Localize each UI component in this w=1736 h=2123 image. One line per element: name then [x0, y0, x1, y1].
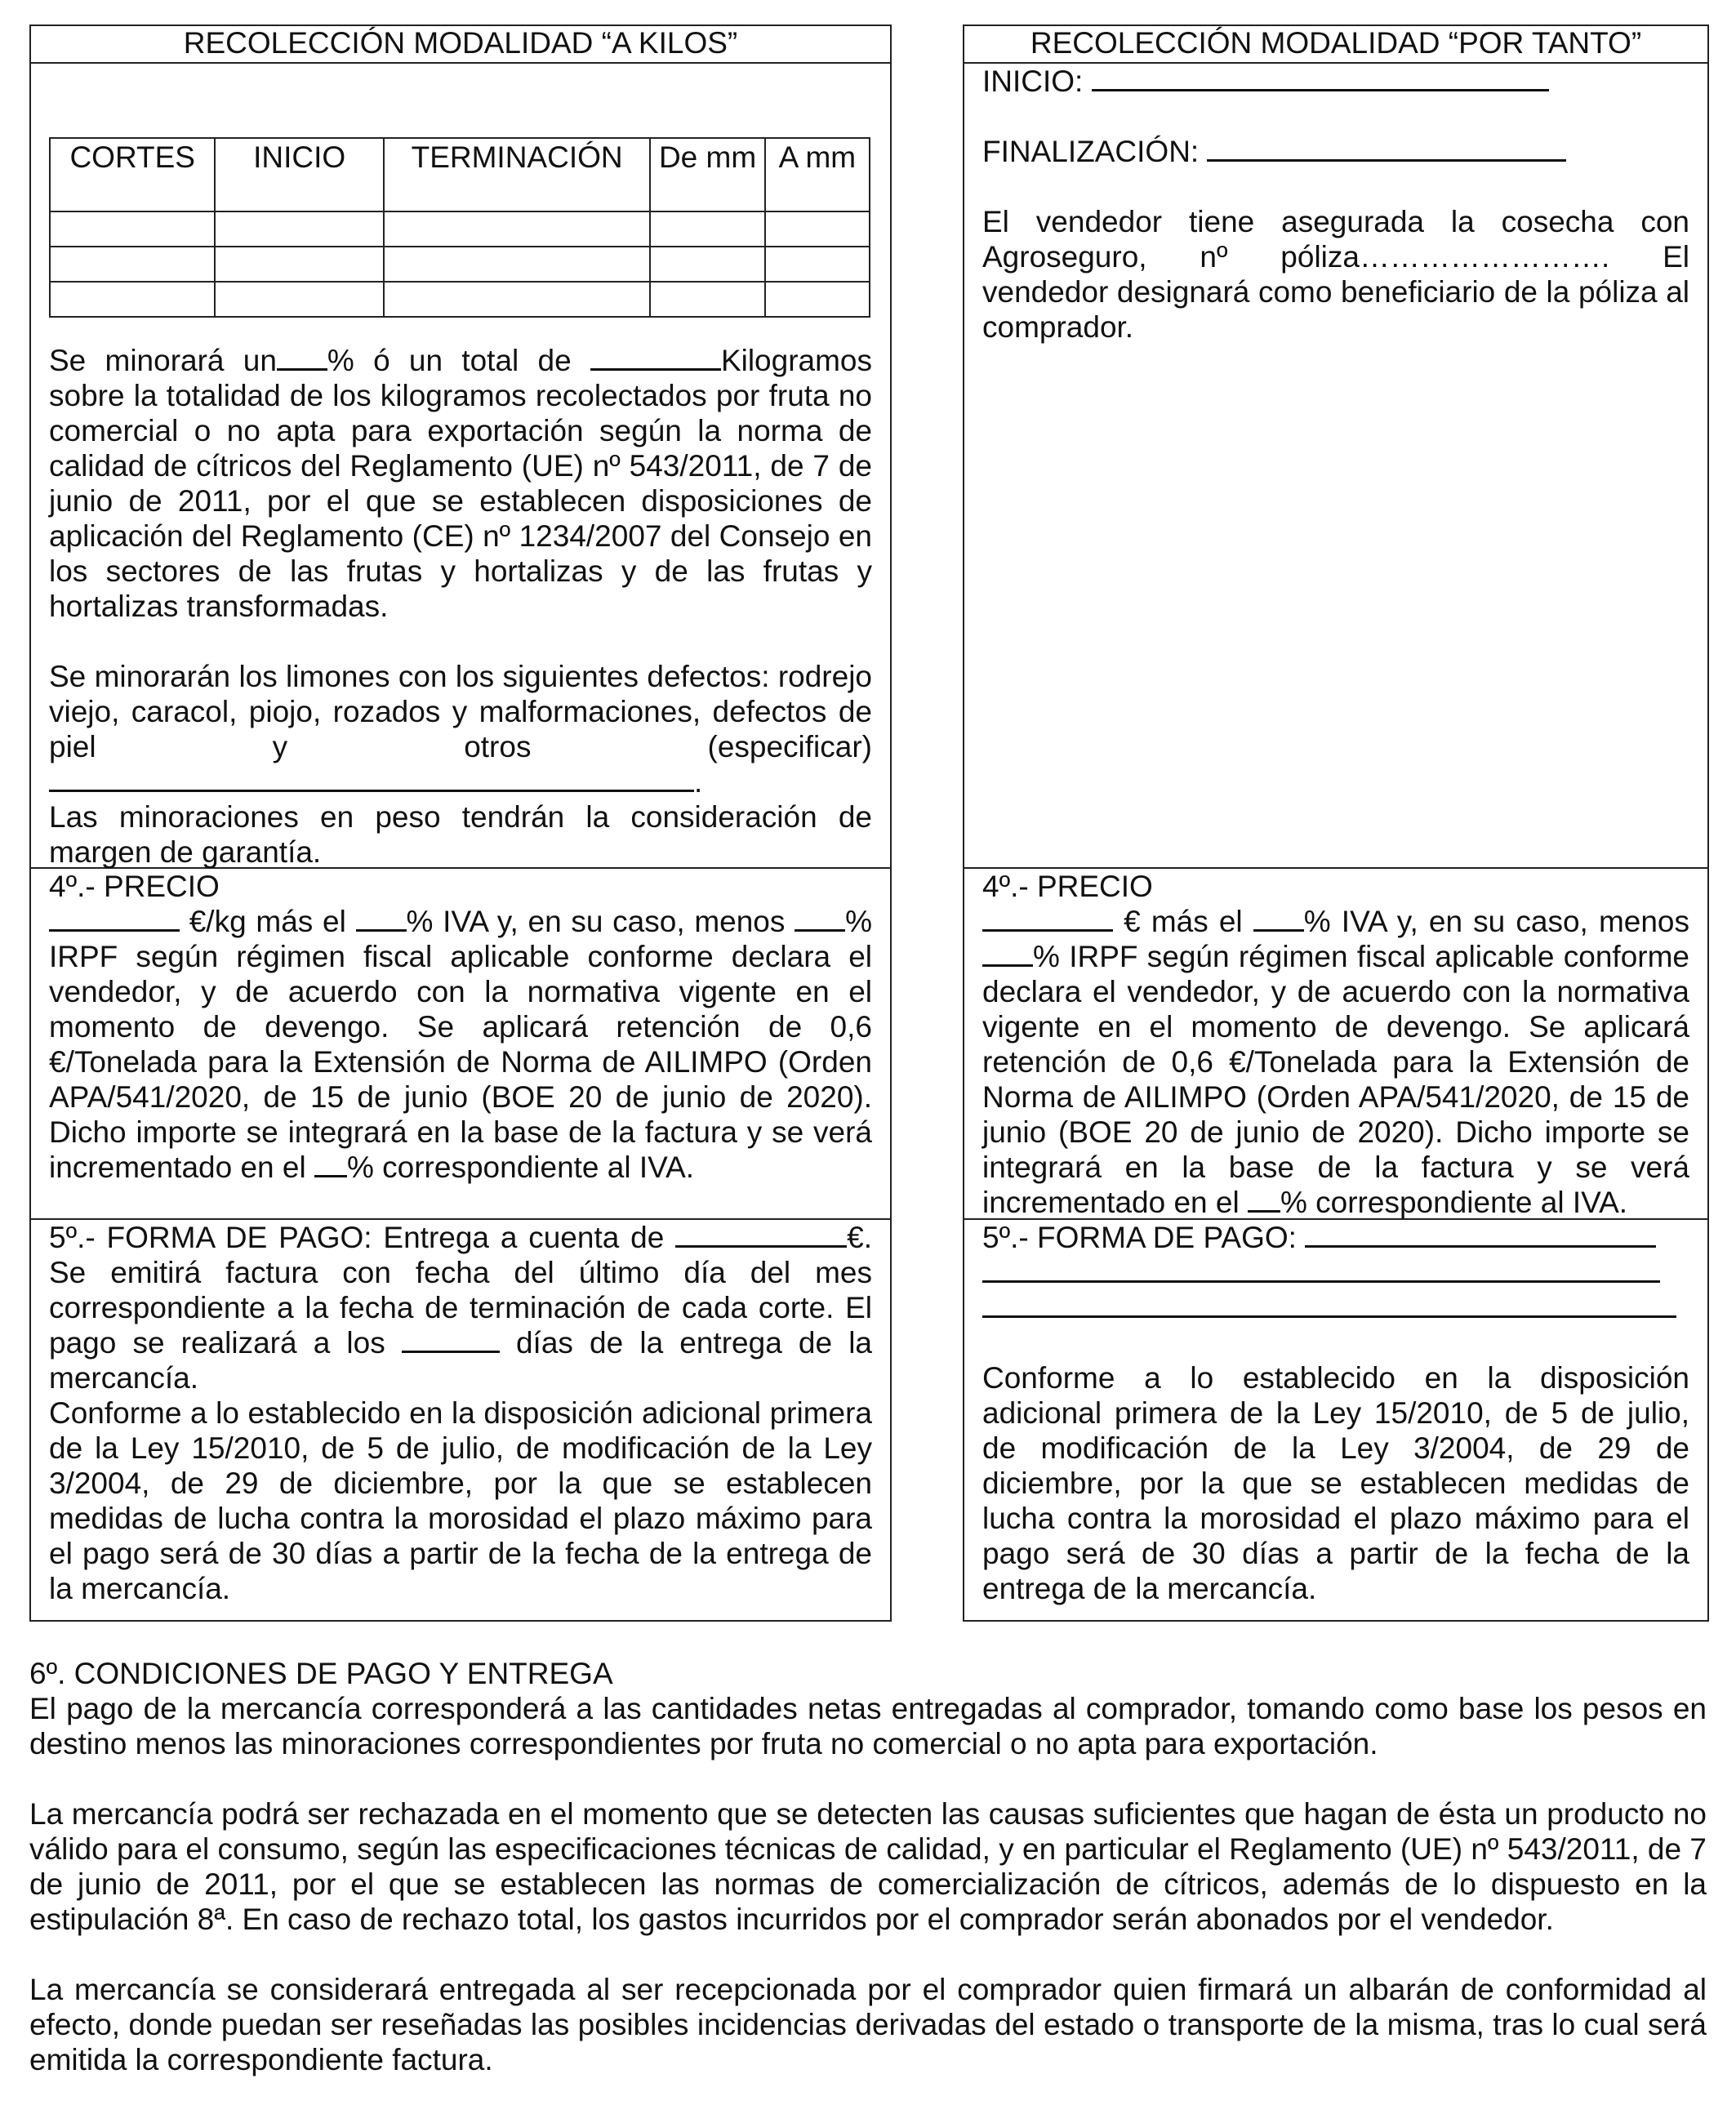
kilos-body-section — [31, 64, 890, 869]
kilos-pago-text-p1b: días de la entrega de la mercancía. — [49, 1326, 872, 1395]
kilos-pago-block — [31, 1220, 890, 1606]
percent-blank[interactable] — [277, 345, 327, 371]
table-cell[interactable] — [215, 211, 383, 247]
kilos-precio-block — [31, 869, 890, 1185]
kilos-column — [29, 24, 892, 1622]
finalizacion-line — [982, 134, 1689, 169]
iva-blank[interactable] — [356, 906, 407, 932]
kilos-pago-paragraph — [49, 1220, 872, 1395]
irpf-blank[interactable] — [795, 906, 845, 932]
inicio-blank[interactable] — [1092, 66, 1549, 91]
kilos-pago-section — [31, 1220, 890, 1620]
kilos-header-section — [31, 26, 890, 64]
tanto-body-block — [964, 64, 1707, 345]
table-cell[interactable] — [650, 211, 764, 247]
table-cell[interactable] — [384, 211, 651, 247]
kilos-pago-morosidad: Conforme a lo establecido en la disposición adicional primera de la Ley 15/2010, de 5 de julio, de modificación de la Ley 3/2004, de 29 de diciembre, por la que se establecen medidas de lucha contra la morosidad el plazo máximo para el pago será de 30 días a partir de la fecha de la entrega de la mercancía. — [49, 1396, 872, 1605]
tanto-body-section — [964, 64, 1707, 869]
defectos-blank[interactable] — [49, 767, 694, 792]
kilos-precio-title: 4º.- PRECIO — [49, 870, 220, 903]
forma-pago-blank-1[interactable] — [1305, 1222, 1656, 1248]
seguro-paragraph: El vendedor tiene asegurada la cosecha con Agroseguro, nº póliza……………………. El vendedor designará como beneficiario de la póliza al comprador. — [982, 205, 1689, 344]
tanto-header-section — [964, 26, 1707, 64]
table-cell[interactable] — [650, 247, 764, 282]
cortes-header-row — [50, 138, 870, 211]
table-cell[interactable] — [215, 282, 383, 317]
condiciones-p1: El pago de la mercancía corresponderá a las cantidades netas entregadas al comprador, tomando como base los pesos en destino menos las minoraciones correspondientes por fruta no comercial o no apta para exportación. — [29, 1692, 1707, 1760]
precio-kg-blank[interactable] — [49, 906, 180, 932]
condiciones-title: 6º. CONDICIONES DE PAGO Y ENTREGA — [29, 1657, 613, 1690]
finalizacion-label: FINALIZACIÓN: — [982, 135, 1200, 168]
table-cell[interactable] — [765, 282, 870, 317]
minoracion-block — [31, 343, 890, 870]
tanto-precio-block — [964, 869, 1707, 1220]
condiciones-p3: La mercancía se considerará entregada al ser recepcionada por el comprador quien firmará un albarán de conformidad al efecto, donde puedan ser reseñadas las posibles incidencias derivadas del estado o transporte de la misma, tras lo cual será emitida la correspondiente factura. — [29, 1973, 1707, 2076]
kilos-precio-text-a: €/kg más el — [189, 905, 346, 938]
cortes-col-cortes: CORTES — [50, 138, 215, 211]
kilos-blank[interactable] — [590, 345, 721, 371]
cortes-col-terminacion: TERMINACIÓN — [384, 138, 651, 211]
cortes-col-a-mm: A mm — [765, 138, 870, 211]
cortes-table — [49, 137, 870, 318]
kilos-precio-section — [31, 869, 890, 1220]
forma-pago-line-3 — [982, 1290, 1689, 1325]
cortes-col-inicio: INICIO — [215, 138, 383, 211]
table-cell[interactable] — [50, 211, 215, 247]
condiciones-section — [29, 1656, 1707, 2077]
garantia-paragraph: Las minoraciones en peso tendrán la consideración de margen de garantía. — [49, 800, 872, 869]
table-cell[interactable] — [384, 247, 651, 282]
iva-increment-blank[interactable] — [314, 1152, 347, 1177]
table-row — [50, 282, 870, 317]
inicio-line — [982, 64, 1689, 99]
tanto-precio-text-a: € más el — [1124, 905, 1243, 938]
table-row — [50, 211, 870, 247]
table-cell[interactable] — [215, 247, 383, 282]
kilos-pago-text-p1: Se emitirá factura con fecha del último día del mes correspondiente a la fecha de terminación de cada corte. El pago se realizará a los — [49, 1256, 872, 1360]
minoracion-text-a: Se minorará un — [49, 344, 277, 377]
table-cell[interactable] — [384, 282, 651, 317]
precio-tanto-blank[interactable] — [982, 906, 1113, 932]
tanto-pago-block — [964, 1220, 1707, 1606]
limones-text: Se minorarán los limones con los siguientes defectos: rodrejo viejo, caracol, piojo, rozados y malformaciones, defectos de piel y otros (especificar) — [49, 660, 872, 763]
forma-pago-line-2 — [982, 1255, 1689, 1290]
tanto-precio-paragraph — [982, 904, 1689, 1220]
tanto-precio-text-rest: % IRPF según régimen fiscal aplicable conforme declara el vendedor, y de acuerdo con la normativa vigente en el momento de devengo. Se aplicará retención de 0,6 €/Tonelada para la Extensión de Norma de AILIMPO (Orden APA/541/2020, de 15 de junio (BOE 20 de junio de 2020). Dicho importe se integrará en la base de la factura y se verá incrementado en el — [982, 940, 1689, 1219]
tanto-precio-section — [964, 869, 1707, 1220]
minoracion-text-c: Kilogramos — [720, 344, 873, 377]
forma-pago-blank-3[interactable] — [982, 1293, 1676, 1318]
table-row — [50, 247, 870, 282]
tanto-precio-title: 4º.- PRECIO — [982, 870, 1153, 903]
table-cell[interactable] — [765, 247, 870, 282]
kilos-precio-text-rest: IRPF según régimen fiscal aplicable conforme declara el vendedor, y de acuerdo con la normativa vigente en el momento de devengo. Se aplicará retención de 0,6 €/Tonelada para la Extensión de Norma de AILIMPO (Orden APA/541/2020, de 15 de junio (BOE 20 de junio de 2020). Dicho importe se integrará en la base de la factura y se verá incrementado en el — [49, 940, 872, 1184]
dias-blank[interactable] — [402, 1328, 500, 1353]
table-cell[interactable] — [765, 211, 870, 247]
table-cell[interactable] — [50, 247, 215, 282]
table-cell[interactable] — [650, 282, 764, 317]
table-cell[interactable] — [50, 282, 215, 317]
tanto-header: RECOLECCIÓN MODALIDAD “POR TANTO” — [1030, 26, 1642, 60]
cortes-col-de-mm: De mm — [650, 138, 764, 211]
kilos-precio-text-b: % IVA y, en su caso, menos — [406, 905, 786, 938]
finalizacion-blank[interactable] — [1207, 136, 1566, 162]
tanto-column — [963, 24, 1709, 1622]
iva-increment-tanto-blank[interactable] — [1248, 1187, 1280, 1213]
tanto-precio-text-b: % IVA y, en su caso, menos — [1303, 905, 1689, 938]
tanto-pago-title: 5º.- FORMA DE PAGO: — [982, 1221, 1297, 1254]
minoracion-text-b: % ó un total de — [327, 344, 572, 377]
kilos-pago-title: 5º.- FORMA DE PAGO: Entrega a cuenta de — [49, 1221, 665, 1254]
tanto-pago-title-line — [982, 1220, 1689, 1255]
minoracion-paragraph — [49, 343, 872, 624]
kilos-pago-euro: €. — [847, 1221, 872, 1254]
entrega-cuenta-blank[interactable] — [675, 1222, 847, 1248]
condiciones-p2: La mercancía podrá ser rechazada en el momento que se detecten las causas suficientes que hagan de ésta un producto no válido para el consumo, según las especificaciones técnicas de calidad, y en particular el Reglamento (UE) nº 543/2011, de 7 de junio de 2011, por el que se establecen las normas de comercialización de cítricos, además de lo dispuesto en la estipulación 8ª. En caso de rechazo total, los gastos incurridos por el comprador serán abonados por el vendedor. — [29, 1797, 1707, 1936]
forma-pago-blank-2[interactable] — [982, 1257, 1660, 1283]
kilos-precio-text-c: % — [845, 905, 873, 938]
tanto-pago-section — [964, 1220, 1707, 1620]
inicio-label: INICIO: — [982, 65, 1084, 98]
kilos-precio-paragraph — [49, 904, 872, 1185]
kilos-precio-text-end: % correspondiente al IVA. — [346, 1151, 695, 1184]
iva-tanto-blank[interactable] — [1253, 906, 1304, 932]
tanto-pago-morosidad: Conforme a lo establecido en la disposición adicional primera de la Ley 15/2010, de 5 de julio, de modificación de la Ley 3/2004, de 29 de diciembre, por la que se establecen medidas de lucha contra la morosidad el plazo máximo para el pago será de 30 días a partir de la fecha de la entrega de la mercancía. — [982, 1361, 1689, 1605]
tanto-precio-text-end: % correspondiente al IVA. — [1280, 1186, 1628, 1219]
kilos-header: RECOLECCIÓN MODALIDAD “A KILOS” — [183, 26, 738, 60]
limones-paragraph: Se minorarán los limones con los siguientes defectos: rodrejo viejo, caracol, piojo, rozados y malformaciones, defectos de piel y otros (especificar) . — [49, 660, 872, 799]
irpf-tanto-blank[interactable] — [982, 941, 1033, 967]
minoracion-text-rest: sobre la totalidad de los kilogramos recolectados por fruta no comercial o no apta para exportación según la norma de calidad de cítricos del Reglamento (UE) nº 543/2011, de 7 de junio de 2011, por el que se establecen disposiciones de aplicación del Reglamento (CE) nº 1234/2007 del Consejo en los sectores de las frutas y hortalizas y de las frutas y hortalizas transformadas. — [49, 379, 872, 623]
